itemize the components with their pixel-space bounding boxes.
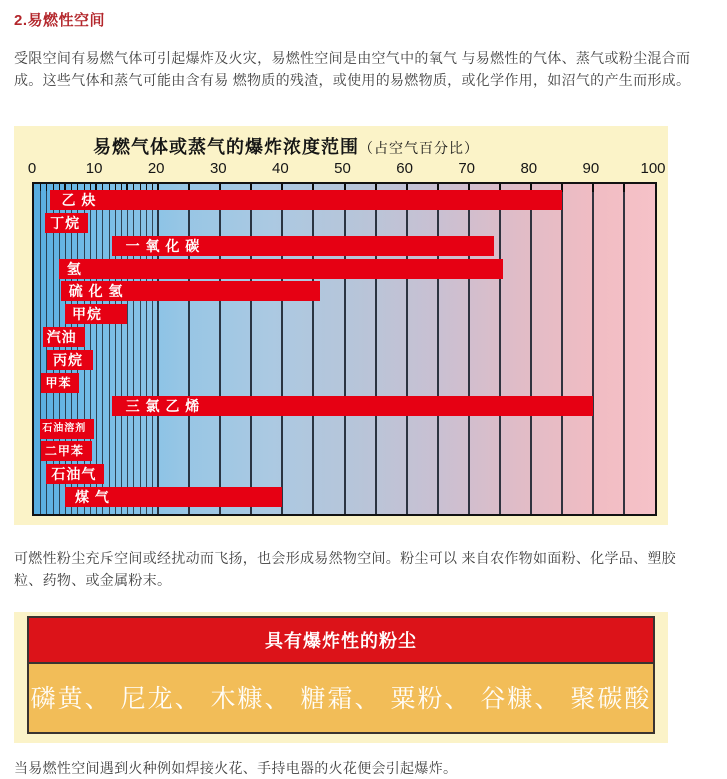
explosive-dust-panel (14, 612, 668, 743)
gas-bar-label: 甲苯 (41, 373, 79, 393)
gridline-minor (40, 184, 41, 514)
x-axis-tick-label: 40 (272, 160, 289, 177)
gas-bar (41, 373, 78, 393)
dust-box-items: 磷黄、 尼龙、 木糠、 糖霜、 粟粉、 谷糠、 聚碳酸 (30, 685, 652, 713)
gas-bar (41, 441, 84, 461)
chart-title (14, 133, 668, 159)
gas-bar-label: 氢 (59, 259, 90, 279)
gas-bar-label: 丙烷 (47, 350, 91, 370)
x-axis-tick-label: 90 (582, 160, 600, 177)
x-axis-tick-label: 10 (85, 160, 103, 177)
gas-bar (59, 259, 504, 279)
paragraph-ignition: 当易燃性空间遇到火种例如焊接火花、手持电器的火花便会引起爆炸。 (14, 760, 458, 776)
x-axis-labels (14, 160, 668, 180)
gas-bar (40, 419, 87, 439)
gas-bar (50, 190, 562, 210)
gas-bar-label: 石油气 (46, 464, 104, 484)
dust-box (27, 616, 655, 734)
gridline-major (250, 184, 252, 514)
dust-box-header: 具有爆炸性的粉尘 (29, 618, 653, 664)
gridline-major (499, 184, 501, 514)
gridline-major (437, 184, 439, 514)
gas-bar (65, 487, 282, 507)
x-axis-tick-label: 30 (209, 160, 227, 177)
gridline-major (530, 184, 532, 514)
explosive-range-chart-panel (14, 126, 668, 525)
gridline-major (592, 184, 594, 514)
paragraph-flammable-space: 受限空间有易燃气体可引起爆炸及火灾，易燃性空间是由空气中的氧气 与易燃性的气体、蒸气或粉尘混合而成。这些气体和蒸气可能由含有易 燃物质的残渣，或使用的易燃物质，或化学作用，如沼气的产生而形成。 (14, 50, 691, 88)
gridline-minor (152, 184, 153, 514)
gridline-minor (133, 184, 134, 514)
gas-bar-label: 石油溶剂 (40, 419, 94, 439)
gas-bar (61, 281, 320, 301)
gridline-major (468, 184, 470, 514)
gridline-major (623, 184, 625, 514)
gridline-major (281, 184, 283, 514)
section-heading: 2.易燃性空间 (14, 12, 106, 29)
chart-title-main: 易燃气体或蒸气的爆炸浓度范围 (93, 137, 359, 157)
gridline-minor (127, 184, 128, 514)
gas-bar-label: 一 氧 化 碳 (112, 236, 209, 256)
gas-bar (45, 213, 87, 233)
paragraph-dust: 可燃性粉尘充斥空间或经扰动而飞扬，也会形成易然物空间。粉尘可以 来自农作物如面粉、化学品、塑胶粒、药物、或金属粉末。 (14, 550, 676, 588)
gas-bar-label: 二甲苯 (41, 441, 92, 461)
x-axis-tick-label: 100 (640, 160, 666, 177)
gas-bar (46, 464, 96, 484)
gas-bar-label: 甲烷 (65, 304, 110, 324)
gas-bar (112, 236, 494, 256)
axis-tick-minor (46, 184, 47, 191)
gridline-minor (146, 184, 147, 514)
gridline-minor (115, 184, 116, 514)
gas-bar-label: 丁烷 (45, 213, 88, 233)
gas-bar-label: 三 氯 乙 烯 (112, 396, 209, 416)
gas-bar-label: 硫 化 氢 (61, 281, 132, 301)
plot-area (32, 182, 657, 516)
gridline-major (561, 184, 563, 514)
x-axis-tick-label: 60 (396, 160, 413, 177)
gridline-minor (140, 184, 141, 514)
gridline-major (406, 184, 408, 514)
gridline-minor (121, 184, 122, 514)
gas-bar (43, 327, 82, 347)
axis-tick-minor (40, 184, 41, 191)
x-axis-tick-label: 70 (458, 160, 476, 177)
gridline-major (344, 184, 346, 514)
x-axis-tick-label: 80 (520, 160, 538, 177)
x-axis-tick-label: 50 (334, 160, 351, 177)
gridline-major (188, 184, 190, 514)
gas-bar-label: 汽油 (43, 327, 85, 347)
x-axis-tick-label: 0 (27, 160, 37, 177)
gas-bar-label: 乙 炔 (50, 190, 105, 210)
gas-bar-label: 煤 气 (65, 487, 118, 507)
gridline-major (312, 184, 314, 514)
x-axis-tick-label: 20 (147, 160, 165, 177)
gridline-major (375, 184, 377, 514)
gridline-minor (109, 184, 110, 514)
gas-bar (47, 350, 93, 370)
axis-tick-major (623, 184, 625, 192)
axis-tick-major (592, 184, 594, 192)
gridline-major (219, 184, 221, 514)
gas-bar (112, 396, 593, 416)
chart-title-suffix: （占空气百分比） (359, 140, 479, 156)
gridline-major (157, 184, 159, 514)
gas-bar (65, 304, 127, 324)
